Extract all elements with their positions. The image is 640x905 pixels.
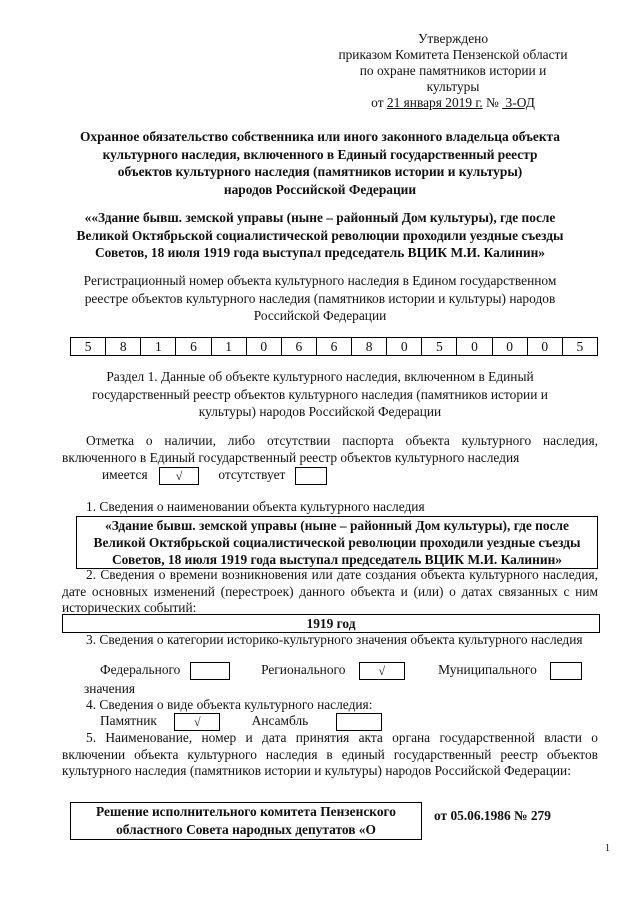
approval-line: Утверждено [417,31,489,46]
reg-digit: 8 [106,338,141,356]
approval-line: культуры [426,79,480,94]
object-name-line: ««Здание бывш. земской управы (ныне – районный Дом культуры), где после [84,210,556,225]
passport-absent-label: отсутствует [218,467,286,483]
act-name-line: Решение исполнительного комитета Пензенского [96,804,396,819]
reg-digit: 0 [527,338,562,356]
item-3-text: 3. Сведения о категории историко-культурного значения объекта культурного наследия [86,632,583,647]
item-5-text: 5. Наименование, номер и дата принятия акта органа государственной власти о включении объекта культурного наследия в единый государственный реестр объектов культурного наследия (памятников истории и культуры) народов Российской Федерации: [62,730,598,778]
item-1-name-box [76,516,598,569]
type-options [100,713,382,731]
approval-number: 3-ОД [502,95,535,110]
title-line: культурного наследия, включенного в Единый государственный реестр [102,146,538,162]
approval-line: приказом Комитета Пензенской области [338,47,568,62]
approval-line: по охране памятников истории и [359,63,547,78]
approval-date: 21 января 2019 г. [386,95,483,110]
reg-digit: 5 [562,338,597,356]
item-2-date-box: 1919 год [62,614,600,633]
item-1-name-line: Великой Октябрьской социалистической революции проходили уездные съезды [93,535,581,550]
reg-digit: 1 [141,338,176,356]
regional-checkbox[interactable]: √ [359,662,405,680]
act-name-line: областного Совета народных депутатов «О [116,821,376,837]
item-2-text: 2. Сведения о времени возникновения или дате создания объекта культурного наследия, дате основных изменений (перестроек) данного объекта и (или) о датах связанных с ним исторических событий: [62,567,598,615]
reg-digit: 0 [246,338,281,356]
registration-number-row [71,338,598,356]
monument-checkbox[interactable]: √ [174,713,220,731]
passport-has-checkbox[interactable]: √ [159,467,199,485]
monument-label: Памятник [100,713,157,729]
reg-digit: 0 [387,338,422,356]
regional-label: Регионального [261,662,346,678]
approval-date-line [318,95,588,111]
section-line: культуры) народов Российской Федерации [198,404,442,419]
title-line: народов Российской Федерации [223,181,417,197]
reg-digit: 6 [281,338,316,356]
registration-text [70,272,570,325]
reg-digit: 1 [211,338,246,356]
reg-digit: 5 [422,338,457,356]
section-line: Раздел 1. Данные об объекте культурного наследия, включенном в Единый [106,369,534,384]
federal-checkbox[interactable] [190,662,230,680]
act-name-box [70,802,422,840]
object-name-line: Советов, 18 июля 1919 года выступал председатель ВЦИК М.И. Калинин» [95,245,545,260]
item-1-name-line: Советов, 18 июля 1919 года выступал председатель ВЦИК М.И. Калинин» [112,552,562,567]
passport-text: Отметка о наличии, либо отсутствии паспорта объекта культурного наследия, включенного в Единый государственный реестр объектов культурного наследия [62,433,598,465]
passport-absent-checkbox[interactable] [295,467,327,485]
item-1-heading: 1. Сведения о наименовании объекта культурного наследия [86,499,425,514]
approval-num-prefix: № [482,95,503,110]
reg-digit: 0 [492,338,527,356]
category-options [100,662,582,680]
act-reference: от 05.06.1986 № 279 [434,808,551,823]
approval-date-prefix: от [371,95,387,110]
document-title [60,128,580,198]
registration-line: Регистрационный номер объекта культурного наследия в Едином государственном [83,273,557,288]
title-line: объектов культурного наследия (памятников истории и культуры) [117,164,523,179]
item-4-text: 4. Сведения о виде объекта культурного наследия: [86,697,373,712]
ensemble-checkbox[interactable] [336,713,382,731]
passport-has-label: имеется [102,467,148,483]
municipal-label: Муниципального [438,662,537,678]
item-1-name-line: «Здание бывш. земской управы (ныне – районный Дом культуры), где после [105,518,569,533]
reg-digit: 5 [71,338,106,356]
reg-digit: 8 [352,338,387,356]
object-name [60,209,580,262]
title-line: Охранное обязательство собственника или иного законного владельца объекта [80,129,560,144]
category-tail: значения [84,681,136,696]
approval-block [318,31,588,111]
section-line: государственный реестр объектов культурного наследия (памятников истории и [92,386,548,402]
reg-digit: 6 [176,338,211,356]
registration-line: Российской Федерации [253,308,387,323]
object-name-line: Великой Октябрьской социалистической революции проходили уездные съезды [76,227,564,243]
page-number: 1 [605,843,610,854]
reg-digit: 6 [316,338,351,356]
federal-label: Федерального [100,662,181,678]
ensemble-label: Ансамбль [251,713,309,729]
passport-options [102,467,327,485]
registration-number-table [70,337,598,356]
section-1-heading [75,368,565,421]
registration-line: реестре объектов культурного наследия (памятников истории и культуры) народов [84,290,556,306]
reg-digit: 0 [457,338,492,356]
municipal-checkbox[interactable] [550,662,582,680]
